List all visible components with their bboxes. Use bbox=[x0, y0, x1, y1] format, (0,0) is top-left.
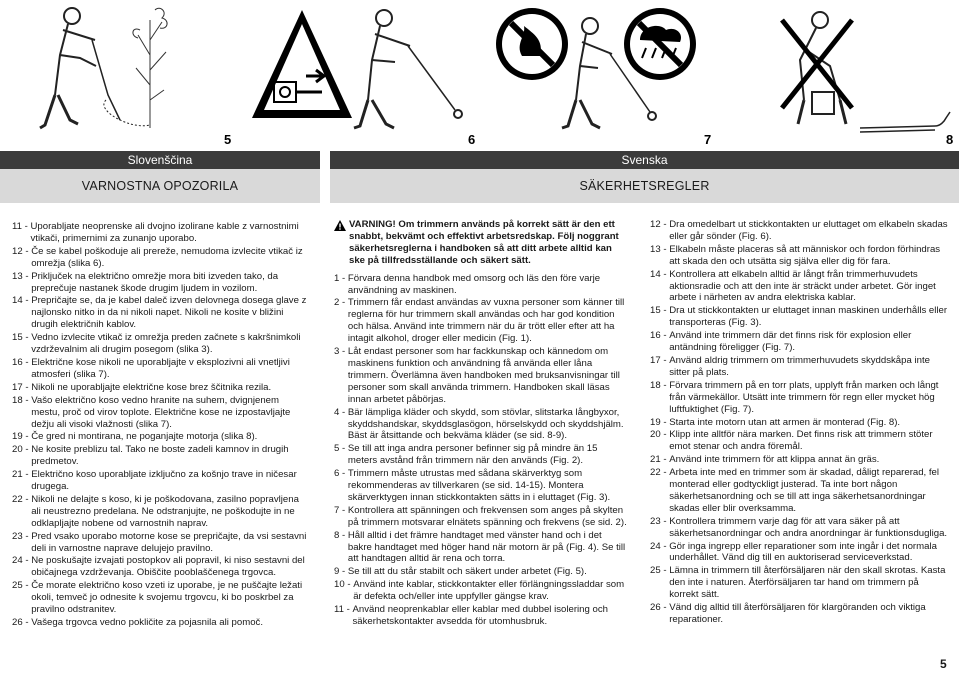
list-item bbox=[334, 297, 628, 345]
section-heading-swedish: SÄKERHETSREGLER bbox=[330, 169, 959, 203]
item-number: 23 - bbox=[12, 530, 32, 542]
list-item bbox=[650, 330, 948, 354]
item-text: Vašega trgovca vedno pokličite za pojasnila ali pomoč. bbox=[31, 617, 264, 628]
item-number: 23 - bbox=[650, 515, 670, 527]
swedish-safety-list-b bbox=[650, 219, 948, 627]
item-number: 22 - bbox=[12, 493, 32, 505]
item-text: Vänd dig alltid till återförsäljaren för klargöranden och viktiga reparationer. bbox=[669, 602, 926, 625]
item-number: 16 - bbox=[650, 330, 670, 342]
list-item bbox=[12, 555, 310, 579]
item-number: 14 - bbox=[12, 295, 32, 307]
item-text: Če se kabel poškoduje ali prereže, nemudoma izvlecite vtikač iz omrežja (slika 6). bbox=[31, 245, 303, 269]
list-item bbox=[12, 295, 310, 331]
item-text: Kontrollera att spänningen och frekvensen som anges på skylten på trimmern motsvarar elnätets spänning och frekvens (se sid. 2). bbox=[347, 504, 627, 528]
item-number: 15 - bbox=[12, 332, 32, 344]
item-text: Dra omedelbart ut stickkontakten ur eluttaget om elkabeln skadas eller går sönder (Fig. 6). bbox=[669, 219, 948, 242]
list-item bbox=[12, 494, 310, 530]
item-text: Trimmern måste utrustas med sådana skärverktyg som rekommenderas av tillverkaren (se sid. 14-15). Montera skärverktygen innan stickkontakten sätts in i eluttaget (Fig. 3). bbox=[347, 468, 611, 503]
item-number: 13 - bbox=[12, 270, 32, 282]
item-number: 14 - bbox=[650, 268, 670, 280]
item-number: 18 - bbox=[12, 394, 32, 406]
item-text: Ne kosite preblizu tal. Tako ne boste zadeli kamnov in drugih predmetov. bbox=[31, 444, 289, 468]
list-item bbox=[12, 431, 310, 443]
item-number: 25 - bbox=[12, 580, 32, 592]
item-text: Če gred ni montirana, ne poganjajte motorja (slika 8). bbox=[31, 431, 258, 443]
item-text: Vašo električno koso vedno hranite na suhem, dvignjenem mestu, proč od virov toplote. Električne kose ne izpostavljajte dežju ali visoki vlažnosti (slika 7). bbox=[31, 394, 291, 430]
warning-text: VARNING! Om trimmern används på korrekt sätt är den ett snabbt, bekvämt och effektivt arbetsredskap. Följ noggrant säkerhetsreglerna i handboken så att ditt arbete alltid kan ske på tillfredsställande och säkert sätt. bbox=[349, 219, 619, 266]
item-number: 12 - bbox=[650, 219, 670, 230]
item-number: 10 - bbox=[334, 579, 354, 591]
item-text: Se till att inga andra personer befinner sig på mindre än 15 meters avstånd från trimmern när den används (Fig. 2). bbox=[347, 443, 598, 467]
item-number: 21 - bbox=[12, 469, 32, 481]
list-item bbox=[334, 530, 628, 566]
item-number: 20 - bbox=[650, 429, 670, 441]
item-text: Nikoli ne uporabljajte električne kose brez ščitnika rezila. bbox=[31, 381, 272, 393]
item-number: 16 - bbox=[12, 356, 32, 368]
item-number: 3 - bbox=[334, 346, 348, 358]
illustration-strip bbox=[0, 0, 959, 148]
item-number: 20 - bbox=[12, 444, 32, 456]
item-number: 24 - bbox=[650, 540, 670, 552]
list-item bbox=[12, 531, 310, 555]
item-text: Starta inte motorn utan att armen är monterad (Fig. 8). bbox=[669, 416, 901, 428]
list-item bbox=[334, 468, 628, 504]
item-number: 18 - bbox=[650, 379, 670, 391]
list-item bbox=[334, 566, 628, 578]
item-number: 25 - bbox=[650, 565, 670, 577]
list-item bbox=[12, 469, 310, 493]
slovenian-safety-list bbox=[12, 221, 310, 630]
list-item bbox=[650, 541, 948, 565]
item-text: Lämna in trimmern till återförsäljaren när den skall skrotas. Kasta den inte i naturen. Återförsäljaren tar hand om trimmern på korrekt sätt. bbox=[669, 565, 946, 601]
item-text: Če morate električno koso vzeti iz uporabe, je ne puščajte ležati okoli, temveč jo odnesite k svojemu trgovcu, ki bo poskrbel za pravilno odstranitev. bbox=[31, 580, 303, 616]
list-item bbox=[650, 355, 948, 379]
item-text: Pred vsako uporabo motorne kose se prepričajte, da vsi sestavni deli in varnostne naprave delujejo pravilno. bbox=[31, 530, 307, 554]
list-item bbox=[12, 617, 310, 629]
item-text: Använd aldrig trimmern om trimmerhuvudets skyddskåpa inte sitter på plats. bbox=[669, 354, 930, 378]
item-text: Klipp inte alltför nära marken. Det finns risk att trimmern stöter emot stenar och andra föremål. bbox=[669, 429, 933, 453]
list-item bbox=[12, 221, 310, 245]
swedish-safety-list-a bbox=[334, 219, 628, 629]
list-item bbox=[650, 269, 948, 305]
item-text: Förvara denna handbok med omsorg och läs den före varje användning av maskinen. bbox=[347, 272, 601, 296]
shaft-illustration bbox=[860, 112, 950, 132]
item-text: Förvara trimmern på en torr plats, upplyft från marken och långt från värmekällor. Utsätt inte trimmern för regn eller mycket hög luftfuktighet (Fig. 7). bbox=[669, 379, 939, 415]
list-item bbox=[12, 332, 310, 356]
list-item bbox=[12, 357, 310, 381]
page-number: 8 bbox=[946, 132, 954, 147]
list-item bbox=[650, 454, 948, 466]
list-item bbox=[334, 505, 628, 529]
list-item bbox=[650, 516, 948, 540]
list-item bbox=[12, 382, 310, 394]
item-number: 1 - bbox=[334, 272, 348, 284]
item-number: 19 - bbox=[12, 431, 32, 443]
language-bar-swedish: Svenska bbox=[330, 151, 959, 169]
list-item bbox=[650, 429, 948, 453]
footer-page-number: 5 bbox=[940, 657, 947, 671]
item-text: Se till att du står stabilt och säkert under arbetet (Fig. 5). bbox=[347, 566, 587, 578]
item-number: 4 - bbox=[334, 406, 348, 418]
item-text: Håll alltid i det främre handtaget med vänster hand och i det bakre handtaget med höger hand när motorn är på (Fig. 4). Se till att handtagen alltid är rena och torra. bbox=[347, 529, 626, 565]
list-item bbox=[334, 443, 628, 467]
item-number: 19 - bbox=[650, 416, 670, 428]
list-item bbox=[12, 444, 310, 468]
item-text: Trimmern får endast användas av vuxna personer som känner till reglerna för hur trimmern skall användas och har god kondition och hälsa. Använd inte trimmern när du är trött eller efter att ha intagit alkohol, droger eller medicin (Fig. 1). bbox=[347, 297, 625, 345]
list-item bbox=[650, 380, 948, 416]
item-text: Električne kose nikoli ne uporabljajte v eksplozivni ali vnetljivi atmosferi (slika 7). bbox=[31, 356, 290, 380]
item-number: 26 - bbox=[650, 602, 670, 614]
list-item bbox=[334, 346, 628, 406]
warning-notice bbox=[334, 219, 628, 267]
item-text: Kontrollera att elkabeln alltid är långt från trimmerhuvudets aktionsradie och att den inte är sträckt under arbetet. Gör inget arbete i närheten av andra elektriska kablar. bbox=[669, 268, 936, 304]
item-number: 22 - bbox=[650, 467, 670, 479]
item-text: Elkabeln måste placeras så att människor och fordon förhindras att skada den och utsätta sig själva eller dig för fara. bbox=[669, 243, 941, 267]
list-item bbox=[334, 579, 628, 603]
item-text: Ne poskušajte izvajati postopkov ali popravil, ki niso sestavni del običajnega vzdrževanja. Obiščite pooblaščenega trgovca. bbox=[31, 555, 305, 579]
item-text: Električno koso uporabljate izključno za košnjo trave in ničesar drugega. bbox=[31, 469, 297, 493]
list-item bbox=[650, 305, 948, 329]
item-text: Bär lämpliga kläder och skydd, som stövlar, slitstarka långbyxor, skyddshandskar, skyddsglasögon, hörselskydd och skyddshjälm. Bäst är åtsittande och bekväma kläder (se sid. 8-9). bbox=[347, 406, 624, 442]
item-text: Vedno izvlecite vtikač iz omrežja preden začnete s kakršnimkoli vzdrževalnim ali drugim posegom (slika 3). bbox=[31, 332, 301, 356]
person-trimming-illustration bbox=[354, 10, 462, 128]
item-number: 6 - bbox=[334, 468, 348, 480]
item-text: Kontrollera trimmern varje dag för att vara säker på att säkerhetsanordningar och andra anordningar är funktionsdugliga. bbox=[669, 515, 948, 539]
item-number: 7 - bbox=[334, 504, 348, 516]
list-item bbox=[650, 244, 948, 268]
page-number: 7 bbox=[704, 132, 712, 147]
list-item bbox=[334, 604, 628, 628]
item-text: Arbeta inte med en trimmer som är skadad, dåligt reparerad, fel monterad eller godtyckligt justerad. Ta inte bort någon säkerhetsanordning och se till att inga säkerhetsanordningar skadas eller blir overksamma. bbox=[669, 467, 940, 514]
item-text: Priključek na električno omrežje mora biti izveden tako, da preprečuje nastanek škode drugim ljudem in vozilom. bbox=[31, 270, 279, 294]
item-number: 11 - bbox=[12, 221, 31, 232]
item-text: Prepričajte se, da je kabel daleč izven delovnega dosega glave z najlonsko nitko in da ni nikoli napet. Nikoli ne kosite v bližini drugih električnih kablov. bbox=[31, 295, 307, 331]
no-rain-icon bbox=[624, 8, 696, 80]
list-item bbox=[12, 271, 310, 295]
list-item bbox=[650, 565, 948, 601]
page-number: 5 bbox=[224, 132, 232, 147]
list-item bbox=[12, 580, 310, 616]
item-number: 21 - bbox=[650, 454, 670, 466]
plant-illustration bbox=[133, 8, 167, 128]
item-text: Använd inte kablar, stickkontakter eller förlängningssladdar som är defekta och/eller inte uppfyller gängse krav. bbox=[353, 579, 625, 603]
list-item bbox=[12, 395, 310, 431]
list-item bbox=[650, 417, 948, 429]
list-item bbox=[650, 467, 948, 515]
item-text: Använd inte trimmern där det finns risk för explosion eller antändning föreligger (Fig. 7). bbox=[669, 330, 912, 354]
person-trimming-illustration bbox=[40, 8, 150, 128]
item-text: Använd neoprenkablar eller kablar med dubbel isolering och säkerhetskontakter avsedda för utomhusbruk. bbox=[352, 604, 608, 627]
warning-triangle-icon bbox=[334, 220, 346, 231]
list-item bbox=[650, 219, 948, 243]
item-number: 12 - bbox=[12, 245, 32, 257]
page-number: 6 bbox=[468, 132, 476, 147]
item-number: 13 - bbox=[650, 243, 670, 255]
item-number: 2 - bbox=[334, 297, 348, 309]
section-heading-slovenian: VARNOSTNA OPOZORILA bbox=[0, 169, 320, 203]
list-item bbox=[12, 246, 310, 270]
language-bar-slovenian: Slovenščina bbox=[0, 151, 320, 169]
item-text: Gör inga ingrepp eller reparationer som inte ingår i det normala underhållet. Vänd dig till en auktoriserad serviceverkstad. bbox=[669, 540, 937, 564]
item-text: Dra ut stickkontakten ur eluttaget innan maskinen underhålls eller transporteras (Fig. 3). bbox=[669, 305, 948, 329]
item-number: 17 - bbox=[12, 381, 32, 393]
item-text: Låt endast personer som har fackkunskap och kännedom om maskinens funktion och användning få använda eller låna trimmern. Överlämna även handboken med bruksanvisningar till personer som skall använda trimmern. Handboken skall läsas innan arbetet påbörjas. bbox=[347, 346, 620, 405]
item-text: Uporabljate neoprenske ali dvojno izolirane kable z varnostnimi vtikači, primernimi za zunanjo uporabo. bbox=[30, 221, 299, 244]
item-number: 8 - bbox=[334, 529, 348, 541]
item-number: 17 - bbox=[650, 354, 670, 366]
item-text: Nikoli ne delajte s koso, ki je poškodovana, zasilno popravljena ali neustrezno predelana. Ne odstranjujte, ne poškodujte in ne odklapljajte nobene od varnostnih naprav. bbox=[31, 493, 299, 529]
list-item bbox=[334, 273, 628, 297]
no-fire-icon bbox=[496, 8, 568, 80]
warning-sign-icon bbox=[252, 10, 352, 118]
item-text: Använd inte trimmern för att klippa annat än gräs. bbox=[669, 454, 880, 466]
list-item bbox=[334, 407, 628, 443]
item-number: 5 - bbox=[334, 443, 348, 455]
item-number: 15 - bbox=[650, 305, 670, 317]
item-number: 11 - bbox=[334, 604, 353, 616]
list-item bbox=[650, 602, 948, 626]
item-number: 24 - bbox=[12, 555, 32, 567]
item-number: 26 - bbox=[12, 617, 32, 628]
crossed-out-person-illustration bbox=[782, 12, 852, 124]
item-number: 9 - bbox=[334, 566, 348, 578]
